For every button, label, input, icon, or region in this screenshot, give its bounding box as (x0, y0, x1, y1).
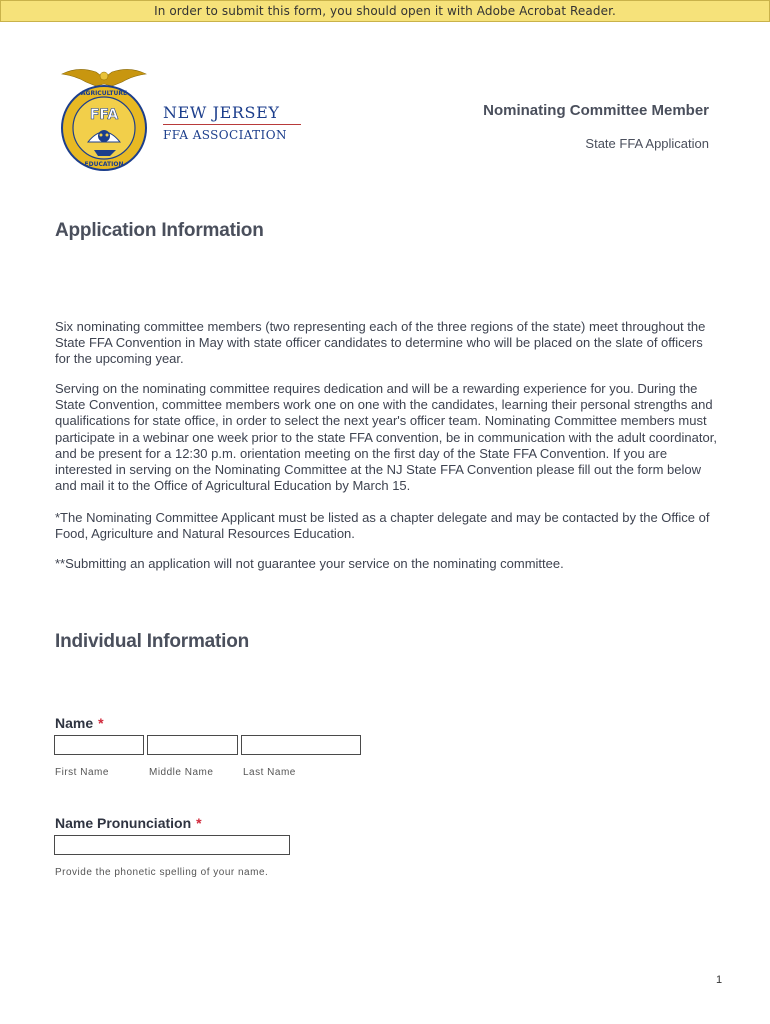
first-name-hint: First Name (55, 767, 109, 778)
pronunciation-label (55, 815, 202, 831)
intro-paragraph: Six nominating committee members (two representing each of the three regions of the state) meet throughout the State FFA Convention in May with state officer candidates to determine who will be placed on the slate of officers for the upcoming year. (55, 319, 706, 367)
page-number: 1 (716, 974, 723, 986)
middle-name-field[interactable] (147, 735, 238, 755)
required-asterisk: * (98, 715, 104, 731)
ffa-emblem-logo (58, 64, 150, 172)
first-name-field[interactable] (54, 735, 144, 755)
name-label (55, 715, 104, 731)
acrobat-notice-banner: In order to submit this form, you should open it with Adobe Acrobat Reader. (0, 0, 770, 22)
pronunciation-field[interactable] (54, 835, 290, 855)
org-name-line1: NEW JERSEY (163, 103, 280, 122)
name-label-text: Name (55, 715, 94, 731)
required-asterisk: * (196, 815, 202, 831)
middle-name-hint: Middle Name (149, 767, 214, 778)
individual-info-heading: Individual Information (55, 631, 250, 652)
application-info-heading: Application Information (55, 220, 264, 241)
logo-seal-bottom-text: EDUCATION (84, 161, 124, 168)
document-subtitle: State FFA Application (585, 136, 709, 151)
logo-ffa-letters: FFA (89, 107, 119, 123)
document-title: Nominating Committee Member (483, 102, 709, 119)
last-name-hint: Last Name (243, 767, 296, 778)
pronunciation-hint: Provide the phonetic spelling of your name. (55, 867, 269, 878)
org-divider (163, 124, 301, 125)
organization-name (163, 104, 301, 142)
org-name-line2: FFA ASSOCIATION (163, 128, 287, 142)
duties-paragraph: Serving on the nominating committee requires dedication and will be a rewarding experience for you. During the State Convention, committee members work one on one with the candidates, learning their personal strengths and qualifications for state office, in order to select the next year's officer team. Nominating Committee members must participate in a webinar one week prior to the state FFA convention, be in communication with the adult coordinator, and be present for a 12:30 p.m. orientation meeting on the first day of the State FFA Convention. If you are interested in serving on the Nominating Committee at the NJ State FFA Convention please fill out the form below and mail it to the Office of Agricultural Education by March 15. (55, 381, 717, 494)
pronunciation-label-text: Name Pronunciation (55, 815, 192, 831)
delegate-note: *The Nominating Committee Applicant must be listed as a chapter delegate and may be contacted by the Office of Food, Agriculture and Natural Resources Education. (55, 510, 710, 542)
logo-seal-top-text: AGRICULTURE (80, 90, 128, 97)
last-name-field[interactable] (241, 735, 361, 755)
guarantee-note: **Submitting an application will not guarantee your service on the nominating committee. (55, 556, 564, 571)
